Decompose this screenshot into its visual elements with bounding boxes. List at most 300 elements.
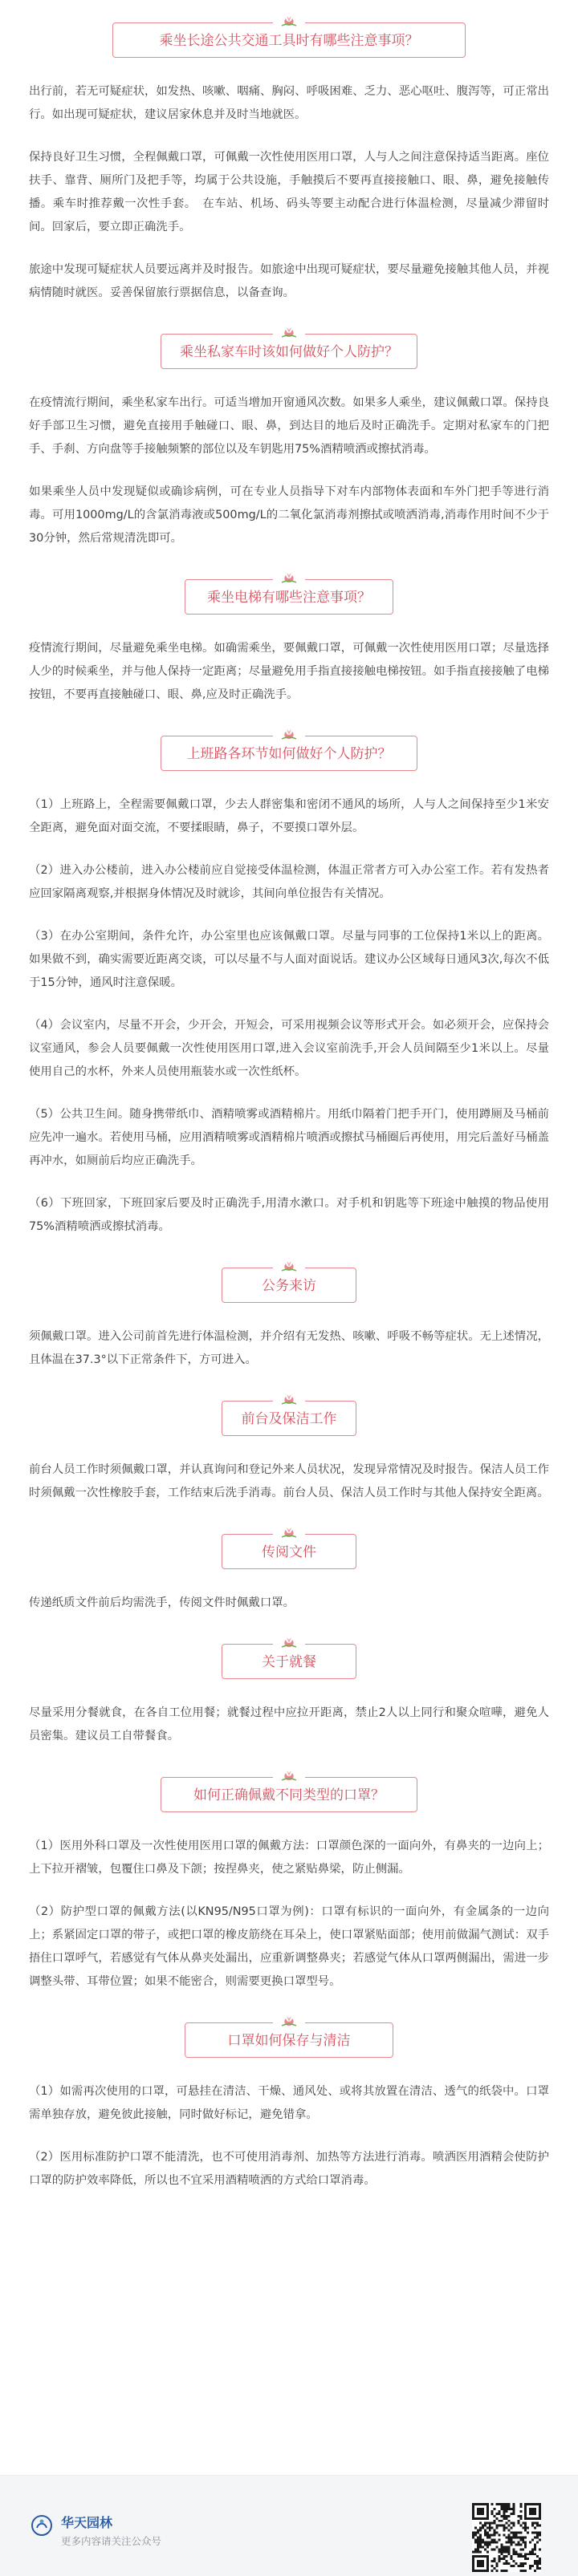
qr-cell [499, 2503, 501, 2505]
qr-cell [486, 2550, 489, 2553]
qr-cell [501, 2558, 503, 2560]
qr-cell [477, 2543, 479, 2546]
qr-cell [524, 2543, 527, 2546]
qr-cell [496, 2565, 499, 2567]
qr-cell [506, 2503, 508, 2505]
qr-cell [536, 2525, 539, 2527]
qr-cell [506, 2522, 508, 2525]
qr-cell [524, 2558, 527, 2560]
qr-cell [484, 2555, 486, 2558]
qr-cell [494, 2520, 496, 2522]
qr-cell [534, 2522, 536, 2525]
qr-cell [506, 2560, 508, 2562]
qr-cell [503, 2527, 506, 2529]
qr-cell [512, 2513, 515, 2515]
qr-cell [506, 2515, 508, 2517]
qr-cell [491, 2560, 494, 2562]
qr-cell [482, 2525, 484, 2527]
qr-cell [503, 2517, 506, 2520]
qr-cell [489, 2525, 491, 2527]
qr-cell [486, 2522, 489, 2525]
qr-cell [510, 2537, 512, 2539]
qr-cell [515, 2562, 517, 2565]
qr-cell [491, 2541, 494, 2543]
qr-cell [477, 2513, 479, 2515]
qr-cell [527, 2517, 529, 2520]
qr-cell [522, 2570, 524, 2572]
qr-cell [524, 2546, 527, 2548]
qr-cell [524, 2517, 527, 2520]
qr-cell [491, 2522, 494, 2525]
qr-cell [479, 2570, 482, 2572]
qr-cell [491, 2565, 494, 2567]
qr-cell [482, 2560, 484, 2562]
qr-cell [531, 2525, 534, 2527]
qr-cell [486, 2558, 489, 2560]
section-paragraph: 须佩戴口罩。进入公司前首先进行体温检测，并介绍有无发热、咳嗽、呼吸不畅等症状。无上述情况，且体温在37.3°以下正常条件下，方可进入。 [29, 1330, 549, 1366]
qr-cell [501, 2553, 503, 2555]
qr-cell [482, 2570, 484, 2572]
qr-cell [474, 2555, 477, 2558]
qr-cell [506, 2550, 508, 2553]
qr-cell [496, 2562, 499, 2565]
qr-cell [479, 2543, 482, 2546]
qr-cell [479, 2546, 482, 2548]
qr-cell [506, 2510, 508, 2513]
qr-cell [522, 2555, 524, 2558]
qr-cell [477, 2537, 479, 2539]
section-paragraph: （5）公共卫生间。随身携带纸巾、酒精喷雾或酒精棉片。用纸巾隔着门把手开门，使用蹲厕及马桶前应先冲一遍水。若使用马桶，应用酒精喷雾或酒精棉片喷洒或擦拭马桶圈后再使用，用完后盖好马桶盖再冲水，如厕前后均应正确洗手。 [29, 1108, 549, 1167]
qr-cell [496, 2541, 499, 2543]
qr-cell [522, 2548, 524, 2550]
section-heading [222, 1401, 356, 1436]
qr-cell [507, 2520, 510, 2522]
qr-cell [519, 2538, 522, 2541]
qr-cell [534, 2543, 536, 2546]
qr-cell [482, 2562, 484, 2565]
section-paragraph: 尽量采用分餐就食，在各自工位用餐；就餐过程中应拉开距离，禁止2人以上同行和聚众喧嘩，避免人员密集。建议员工自带餐食。 [29, 1706, 549, 1742]
qr-cell [527, 2532, 529, 2534]
section [29, 1644, 549, 1748]
qr-cell [503, 2555, 506, 2558]
qr-cell [479, 2534, 482, 2537]
qr-cell [515, 2534, 517, 2537]
qr-cell [479, 2541, 482, 2543]
qr-cell [484, 2570, 486, 2572]
qr-cell [494, 2522, 496, 2525]
qr-cell [519, 2565, 522, 2567]
qr-cell [536, 2565, 539, 2567]
qr-cell [484, 2548, 486, 2550]
section-paragraph: 前台人员工作时须佩戴口罩，并认真询问和登记外来人员状况，发现异常情况及时报告。保洁人员工作时须佩戴一次性橡胶手套，工作结束后洗手消毒。前台人员、保洁人员工作时与其他人保持安全距离。 [29, 1463, 549, 1499]
qr-cell [477, 2548, 479, 2550]
qr-cell [510, 2541, 512, 2543]
qr-cell [501, 2548, 503, 2550]
qr-cell [531, 2565, 534, 2567]
section-heading [161, 334, 417, 369]
qr-cell [529, 2567, 531, 2570]
qr-cell [489, 2529, 491, 2532]
qr-cell [472, 2517, 474, 2520]
qr-cell [517, 2515, 519, 2517]
section-paragraph: （4）会议室内，尽量不开会，少开会，开短会，可采用视频会议等形式开会。如必须开会，应保持会议室通风，参会人员要佩戴一次性使用医用口罩,进入会议室前洗手,开会人员间隔至少1米以上。尽量使用自己的水杯，外来人员使用瓶装水或一次性纸杯。 [29, 1019, 549, 1078]
qr-cell [496, 2527, 499, 2529]
qr-cell [529, 2541, 531, 2543]
qr-cell [496, 2525, 499, 2527]
qr-cell [519, 2510, 522, 2513]
qr-cell [507, 2538, 510, 2541]
qr-cell [501, 2570, 503, 2572]
qr-cell [539, 2515, 541, 2517]
qr-cell [486, 2527, 489, 2529]
qr-cell [477, 2562, 479, 2565]
qr-cell [506, 2537, 508, 2539]
qr-cell [477, 2503, 479, 2505]
qr-cell [501, 2543, 503, 2546]
qr-cell [507, 2503, 510, 2505]
qr-cell [524, 2555, 527, 2558]
qr-cell [507, 2505, 510, 2508]
qr-cell [519, 2543, 522, 2546]
qr-cell [479, 2562, 482, 2565]
qr-cell [512, 2565, 515, 2567]
qr-cell [510, 2565, 512, 2567]
qr-cell [515, 2537, 517, 2539]
qr-cell [479, 2565, 482, 2567]
qr-cell [522, 2562, 524, 2565]
qr-cell [506, 2562, 508, 2565]
qr-cell [482, 2510, 484, 2513]
flower-ornament-icon [273, 12, 305, 30]
qr-cell [510, 2522, 512, 2525]
qr-cell [477, 2570, 479, 2572]
qr-cell [510, 2508, 512, 2510]
qr-cell [529, 2510, 531, 2513]
section [29, 334, 549, 550]
qr-cell [477, 2555, 479, 2558]
qr-cell [531, 2532, 534, 2534]
qr-cell [503, 2562, 506, 2565]
qr-cell [477, 2538, 479, 2541]
qr-cell [524, 2527, 527, 2529]
qr-cell [522, 2541, 524, 2543]
qr-cell [484, 2534, 486, 2537]
qr-cell [501, 2503, 503, 2505]
qr-cell [484, 2525, 486, 2527]
qr-cell [517, 2553, 519, 2555]
hua-tian-logo-icon [31, 2514, 53, 2537]
qr-cell [489, 2522, 491, 2525]
qr-cell [494, 2541, 496, 2543]
qr-cell [472, 2560, 474, 2562]
qr-cell [486, 2510, 489, 2513]
qr-cell [491, 2510, 494, 2513]
qr-cell [503, 2534, 506, 2537]
qr-cell [491, 2548, 494, 2550]
qr-cell [510, 2513, 512, 2515]
qr-cell [479, 2527, 482, 2529]
qr-cell [496, 2546, 499, 2548]
qr-cell [484, 2529, 486, 2532]
qr-cell [529, 2508, 531, 2510]
qr-cell [501, 2550, 503, 2553]
qr-cell [531, 2550, 534, 2553]
qr-cell [536, 2534, 539, 2537]
qr-cell [479, 2555, 482, 2558]
qr-cell [524, 2522, 527, 2525]
qr-cell [519, 2525, 522, 2527]
qr-cell [499, 2534, 501, 2537]
qr-cell [472, 2570, 474, 2572]
qr-cell [524, 2562, 527, 2565]
section [29, 1534, 549, 1615]
qr-cell [539, 2560, 541, 2562]
article-page [0, 22, 578, 2576]
qr-cell [479, 2537, 482, 2539]
qr-cell [474, 2538, 477, 2541]
flower-ornament-icon [273, 569, 305, 586]
qr-cell [539, 2558, 541, 2560]
section-paragraph: 保持良好卫生习惯，全程佩戴口罩，可佩戴一次性使用医用口罩，人与人之间注意保持适当距离。座位扶手、靠背、厕所门及把手等，均属于公共设施，手触摸后不要再直接接触口、眼、鼻，避免接触传播。乘车时推荐戴一次性手套。 在车站、机场、码头等要主动配合进行体温检测，尽量减少滞留时间。回家后，要立即正确洗手。 [29, 151, 549, 233]
qr-cell [539, 2532, 541, 2534]
qr-cell [539, 2503, 541, 2505]
qr-cell [486, 2541, 489, 2543]
qr-cell [510, 2543, 512, 2546]
qr-cell [531, 2548, 534, 2550]
qr-cell [524, 2553, 527, 2555]
qr-cell [510, 2527, 512, 2529]
qr-cell [479, 2522, 482, 2525]
flower-ornament-icon [273, 2012, 305, 2030]
qr-cell [499, 2510, 501, 2513]
qr-cell [524, 2513, 527, 2515]
section-heading [161, 736, 417, 771]
qr-cell [474, 2550, 477, 2553]
qr-cell [479, 2517, 482, 2520]
qr-cell [515, 2532, 517, 2534]
qr-cell [507, 2525, 510, 2527]
qr-cell [486, 2513, 489, 2515]
qr-cell [477, 2550, 479, 2553]
flower-ornament-icon [273, 1523, 305, 1541]
qr-cell [524, 2570, 527, 2572]
qr-cell [519, 2548, 522, 2550]
qr-cell [531, 2513, 534, 2515]
qr-cell [534, 2510, 536, 2513]
qr-cell [507, 2537, 510, 2539]
qr-cell [507, 2546, 510, 2548]
section-title: 乘坐长途公共交通工具时有哪些注意事项？ [159, 33, 419, 49]
qr-cell [524, 2537, 527, 2539]
qr-cell [507, 2541, 510, 2543]
qr-cell [522, 2522, 524, 2525]
qr-cell [519, 2555, 522, 2558]
qr-cell [539, 2517, 541, 2520]
qr-cell [524, 2508, 527, 2510]
flower-ornament-icon [273, 725, 305, 743]
qr-cell [539, 2538, 541, 2541]
qr-cell [522, 2537, 524, 2539]
qr-cell [499, 2525, 501, 2527]
section-paragraph: （1）医用外科口罩及一次性使用医用口罩的佩戴方法：口罩颜色深的一面向外，有鼻夹的一边向上；上下拉开褶皱，包覆住口鼻及下颌；按捏鼻夹，使之紧贴鼻梁，防止侧漏。 [29, 1840, 549, 1876]
qr-cell [482, 2513, 484, 2515]
qr-cell [529, 2503, 531, 2505]
qr-cell [503, 2558, 506, 2560]
qr-cell [506, 2555, 508, 2558]
qr-cell [499, 2538, 501, 2541]
section-heading [222, 1644, 356, 1679]
qr-cell [489, 2541, 491, 2543]
qr-cell [472, 2567, 474, 2570]
qr-cell [534, 2570, 536, 2572]
article-body [29, 22, 549, 2193]
qr-cell [507, 2508, 510, 2510]
qr-cell [486, 2505, 489, 2508]
qr-cell [494, 2508, 496, 2510]
qr-cell [477, 2546, 479, 2548]
qr-cell [539, 2567, 541, 2570]
qr-cell [522, 2527, 524, 2529]
qr-cell [512, 2560, 515, 2562]
qr-cell [486, 2560, 489, 2562]
qr-cell [503, 2548, 506, 2550]
qr-cell [512, 2541, 515, 2543]
qr-cell [531, 2538, 534, 2541]
qr-cell [499, 2560, 501, 2562]
qr-cell [484, 2543, 486, 2546]
qr-cell [539, 2510, 541, 2513]
qr-cell [479, 2510, 482, 2513]
qr-cell [486, 2532, 489, 2534]
qr-cell [489, 2543, 491, 2546]
qr-cell [534, 2503, 536, 2505]
qr-cell [534, 2560, 536, 2562]
qr-cell [539, 2513, 541, 2515]
qr-cell [503, 2513, 506, 2515]
qr-cell [484, 2522, 486, 2525]
qr-cell [519, 2562, 522, 2565]
qr-cell [482, 2555, 484, 2558]
qr-cell [477, 2565, 479, 2567]
qr-cell [536, 2522, 539, 2525]
section-heading [222, 1534, 356, 1569]
qr-cell [491, 2570, 494, 2572]
section-title: 乘坐电梯有哪些注意事项？ [207, 590, 371, 606]
qr-cell [486, 2543, 489, 2546]
qr-cell [486, 2546, 489, 2548]
section-heading [161, 1777, 417, 1812]
qr-cell [472, 2510, 474, 2513]
qr-cell [477, 2541, 479, 2543]
qr-cell [472, 2555, 474, 2558]
qr-cell [494, 2534, 496, 2537]
qr-cell [536, 2537, 539, 2539]
qr-cell [486, 2555, 489, 2558]
qr-cell [517, 2555, 519, 2558]
section-paragraph: （2）进入办公楼前，进入办公楼前应自觉接受体温检测，体温正常者方可入办公室工作。若有发热者应回家隔离观察,并根据身体情况及时就诊，其间向单位报告有关情况。 [29, 864, 549, 900]
qr-cell [474, 2503, 477, 2505]
section-paragraph: （3）在办公室期间，条件允许，办公室里也应该佩戴口罩。尽量与同事的工位保持1米以上的距离。如果做不到，确实需要近距离交谈，可以尽量不与人面对面说话。建议办公区域每日通风3次,每次不低于15分钟，通风时注意保暖。 [29, 930, 549, 989]
qr-cell [474, 2532, 477, 2534]
qr-cell [507, 2515, 510, 2517]
qr-cell [482, 2541, 484, 2543]
qr-cell [506, 2527, 508, 2529]
qr-cell [482, 2503, 484, 2505]
qr-cell [536, 2562, 539, 2565]
qr-cell [496, 2532, 499, 2534]
qr-cell [527, 2503, 529, 2505]
qr-cell [539, 2505, 541, 2508]
qr-cell [474, 2541, 477, 2543]
qr-cell [517, 2522, 519, 2525]
section [29, 22, 549, 305]
qr-cell [494, 2567, 496, 2570]
qr-cell [499, 2555, 501, 2558]
qr-cell [534, 2546, 536, 2548]
qr-cell [507, 2550, 510, 2553]
qr-cell [486, 2567, 489, 2570]
qr-cell [506, 2505, 508, 2508]
qr-cell [527, 2553, 529, 2555]
qr-cell [499, 2513, 501, 2515]
qr-cell [489, 2527, 491, 2529]
qr-cell [519, 2553, 522, 2555]
qr-cell [479, 2513, 482, 2515]
qr-cell [507, 2548, 510, 2550]
qr-cell [484, 2541, 486, 2543]
qr-cell [517, 2541, 519, 2543]
qr-cell [494, 2548, 496, 2550]
qr-cell [474, 2534, 477, 2537]
qr-cell [472, 2503, 474, 2505]
qr-cell [496, 2517, 499, 2520]
qr-cell [527, 2558, 529, 2560]
qr-cell [489, 2537, 491, 2539]
qr-cell [515, 2553, 517, 2555]
qr-cell [531, 2510, 534, 2513]
qr-cell [534, 2562, 536, 2565]
qr-cell [529, 2565, 531, 2567]
qr-cell [527, 2527, 529, 2529]
qr-cell [472, 2562, 474, 2565]
qr-cell [512, 2510, 515, 2513]
qr-cell [536, 2560, 539, 2562]
qr-cell [474, 2527, 477, 2529]
qr-cell [512, 2532, 515, 2534]
qr-cell [486, 2517, 489, 2520]
qr-cell [501, 2515, 503, 2517]
qr-cell [494, 2529, 496, 2532]
qr-cell [506, 2517, 508, 2520]
qr-cell [534, 2508, 536, 2510]
qr-cell [477, 2529, 479, 2532]
qr-cell [507, 2529, 510, 2532]
qr-cell [506, 2546, 508, 2548]
qr-cell [524, 2510, 527, 2513]
flower-ornament-icon [273, 1767, 305, 1784]
qr-cell [517, 2565, 519, 2567]
qr-cell [486, 2534, 489, 2537]
qr-cell [519, 2517, 522, 2520]
qr-cell [482, 2565, 484, 2567]
qr-cell [482, 2517, 484, 2520]
qr-cell [479, 2503, 482, 2505]
qr-code-icon[interactable] [472, 2503, 541, 2572]
qr-cell [529, 2553, 531, 2555]
qr-cell [510, 2538, 512, 2541]
qr-cell [503, 2508, 506, 2510]
qr-cell [531, 2508, 534, 2510]
